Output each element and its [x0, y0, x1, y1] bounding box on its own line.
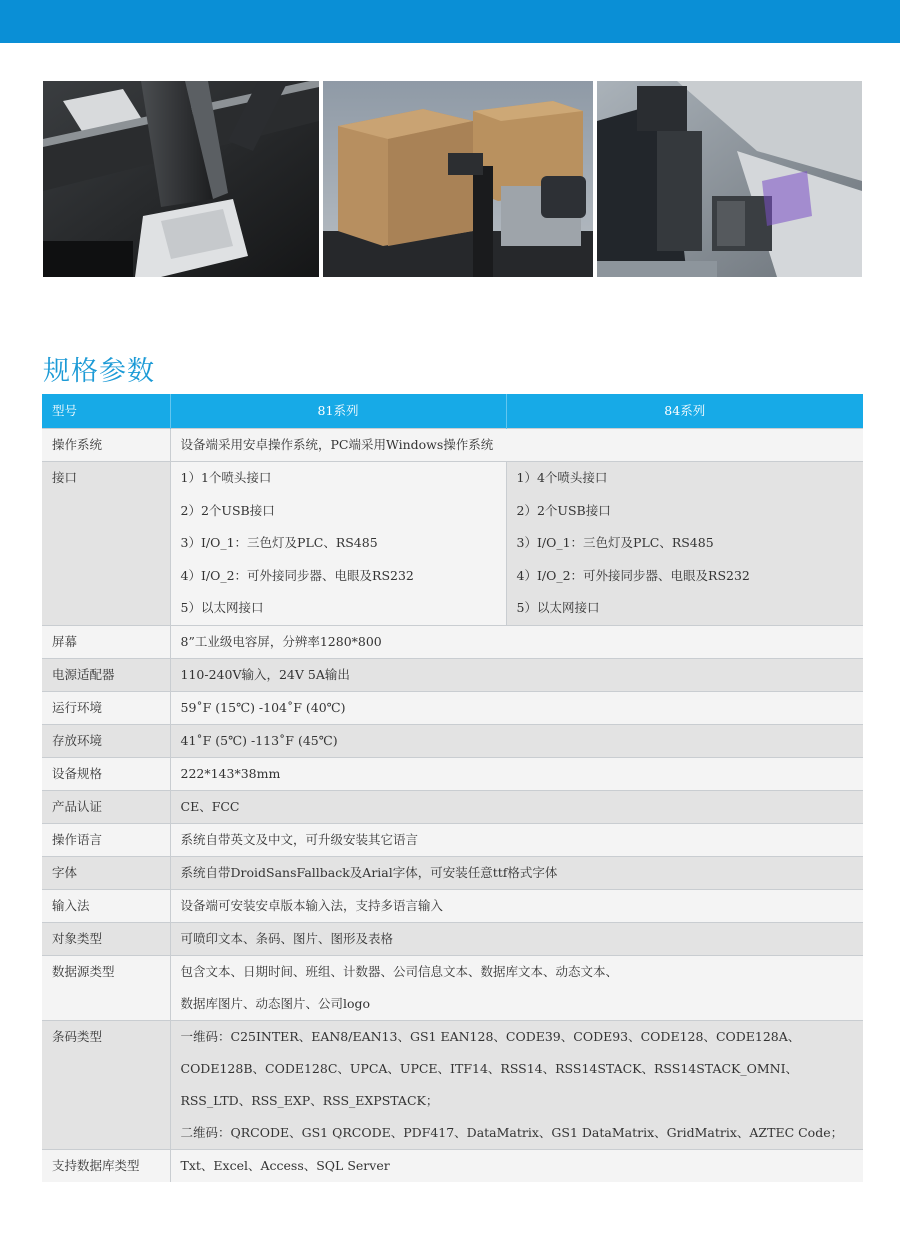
header-model: 型号 — [42, 394, 170, 429]
row-label: 运行环境 — [42, 691, 170, 724]
list-item: 3）I/O_1：三色灯及PLC、RS485 — [516, 535, 714, 550]
table-row — [42, 625, 863, 658]
table-row — [42, 955, 863, 1020]
table-row — [42, 691, 863, 724]
row-value: 110-240V输入，24V 5A输出 — [170, 658, 863, 691]
table-header-row — [42, 394, 863, 429]
table-row — [42, 856, 863, 889]
row-label: 数据源类型 — [42, 955, 170, 1020]
row-value: 设备端可安装安卓版本输入法，支持多语言输入 — [170, 889, 863, 922]
spec-table — [42, 394, 863, 1182]
row-value: 8”工业级电容屏，分辨率1280*800 — [170, 625, 863, 658]
photo-bag-printing — [597, 81, 862, 277]
list-item: 4）I/O_2：可外接同步器、电眼及RS232 — [180, 567, 414, 583]
row-label: 字体 — [42, 856, 170, 889]
list-item: 5）以太网接口 — [516, 600, 600, 615]
top-banner-bar — [0, 0, 900, 43]
table-row — [42, 724, 863, 757]
product-photo-strip — [43, 81, 862, 277]
row-value — [170, 1020, 863, 1149]
table-row — [42, 889, 863, 922]
photo-carton-printing — [323, 81, 593, 277]
table-row — [42, 922, 863, 955]
row-value: Txt、Excel、Access、SQL Server — [170, 1149, 863, 1182]
list-item: 2）2个USB接口 — [516, 502, 611, 518]
row-value: 系统自带英文及中文，可升级安装其它语言 — [170, 823, 863, 856]
table-row — [42, 790, 863, 823]
row-value: CE、FCC — [170, 790, 863, 823]
row-label: 输入法 — [42, 889, 170, 922]
table-row — [42, 1020, 863, 1149]
row-label: 设备规格 — [42, 757, 170, 790]
table-row — [42, 429, 863, 462]
row-value-line: 二维码：QRCODE、GS1 QRCODE、PDF417、DataMatrix、GS1 DataMatrix、GridMatrix、AZTEC Code； — [180, 1124, 844, 1140]
interfaces-81 — [170, 462, 506, 626]
row-value-line: 一维码：C25INTER、EAN8/EAN13、GS1 EAN128、CODE39、CODE93、CODE128、CODE128A、 — [180, 1028, 801, 1044]
list-item: 2）2个USB接口 — [180, 502, 275, 518]
list-item: 1）1个喷头接口 — [180, 470, 272, 485]
row-label: 产品认证 — [42, 790, 170, 823]
row-label: 接口 — [42, 462, 170, 626]
photo-card-printing — [43, 81, 319, 277]
header-84-series: 84系列 — [506, 394, 863, 429]
table-row — [42, 1149, 863, 1182]
row-label: 对象类型 — [42, 922, 170, 955]
row-label: 条码类型 — [42, 1020, 170, 1149]
list-item: 4）I/O_2：可外接同步器、电眼及RS232 — [516, 567, 750, 583]
row-label: 操作系统 — [42, 429, 170, 462]
row-value-line: 包含文本、日期时间、班组、计数器、公司信息文本、数据库文本、动态文本、 — [180, 963, 619, 979]
interfaces-84 — [506, 462, 863, 626]
row-label: 存放环境 — [42, 724, 170, 757]
row-value: 41˚F (5℃) -113˚F (45℃) — [170, 724, 863, 757]
row-value-line: 数据库图片、动态图片、公司logo — [180, 995, 371, 1011]
row-value: 222*143*38mm — [170, 757, 863, 790]
row-value: 系统自带DroidSansFallback及Arial字体，可安装任意ttf格式字体 — [170, 856, 863, 889]
table-row — [42, 757, 863, 790]
section-title: 规格参数 — [43, 356, 155, 387]
list-item: 5）以太网接口 — [180, 600, 264, 615]
table-row — [42, 823, 863, 856]
header-81-series: 81系列 — [170, 394, 506, 429]
list-item: 3）I/O_1：三色灯及PLC、RS485 — [180, 535, 378, 550]
row-label: 操作语言 — [42, 823, 170, 856]
row-value: 59˚F (15℃) -104˚F (40℃) — [170, 691, 863, 724]
list-item: 1）4个喷头接口 — [516, 470, 608, 485]
row-label: 电源适配器 — [42, 658, 170, 691]
row-value: 设备端采用安卓操作系统，PC端采用Windows操作系统 — [170, 429, 863, 462]
table-row-interfaces — [42, 462, 863, 626]
row-label: 支持数据库类型 — [42, 1149, 170, 1182]
table-row — [42, 658, 863, 691]
row-value — [170, 955, 863, 1020]
row-label: 屏幕 — [42, 625, 170, 658]
row-value: 可喷印文本、条码、图片、图形及表格 — [170, 922, 863, 955]
row-value-line: CODE128B、CODE128C、UPCA、UPCE、ITF14、RSS14、RSS14STACK、RSS14STACK_OMNI、 — [180, 1060, 799, 1076]
row-value-line: RSS_LTD、RSS_EXP、RSS_EXPSTACK； — [180, 1092, 439, 1108]
